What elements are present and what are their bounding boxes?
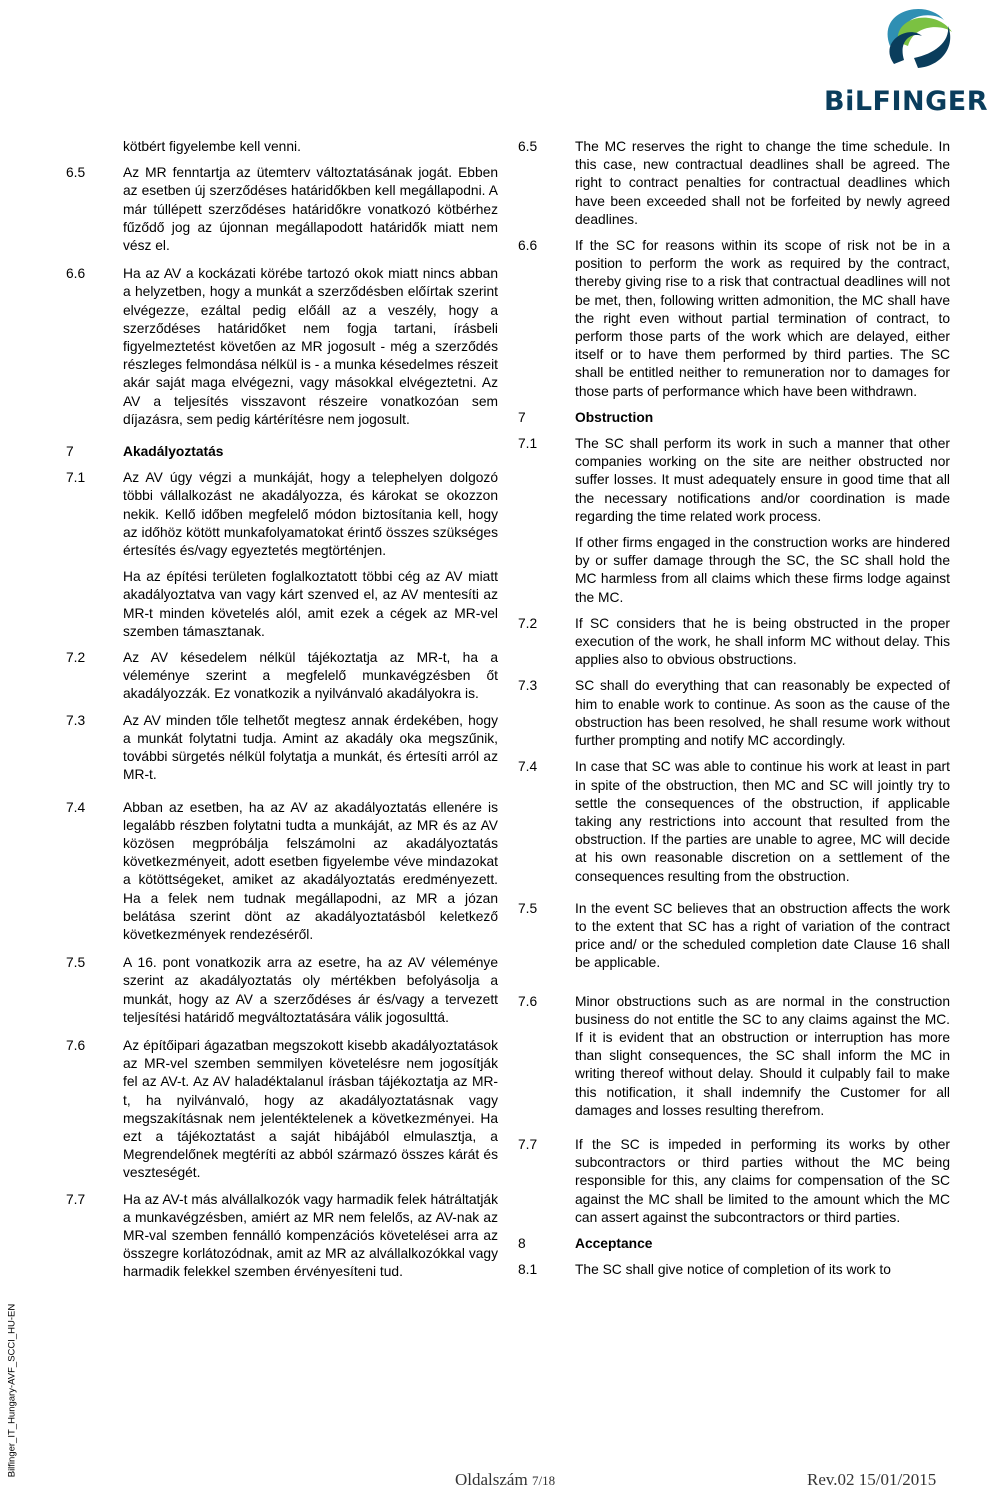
page-label: Oldalszám xyxy=(455,1470,528,1489)
en-paragraph xyxy=(518,1235,950,1253)
clause-number: 7.7 xyxy=(518,1136,538,1152)
clause-number xyxy=(66,568,123,641)
en-paragraph xyxy=(518,1136,950,1227)
clause-number: 7.2 xyxy=(518,615,538,631)
clause-text: If the SC is impeded in performing its works by other subcontractors or third parties without the MC being responsible for this, any claims for compensation of the SC against the MC shall be limited to the amount which the MC can assert against the subcontractors or third parties. xyxy=(575,1136,950,1225)
en-paragraph xyxy=(518,993,950,1120)
en-paragraph xyxy=(518,1261,950,1279)
revision-label: Rev.02 15/01/2015 xyxy=(807,1470,937,1489)
clause-number xyxy=(518,534,575,607)
clause-number: 7 xyxy=(518,409,526,425)
hu-paragraph xyxy=(66,443,498,461)
clause-number: 7.6 xyxy=(66,1037,86,1053)
clause-number xyxy=(66,138,123,156)
clause-text: If SC considers that he is being obstructed in the proper execution of the work, he shall inform MC without delay. This applies also to obvious obstructions. xyxy=(575,615,950,668)
clause-number: 6.6 xyxy=(518,238,538,254)
clause-text: Az MR fenntartja az ütemterv változtatásának jogát. Ebben az esetben új szerződéses határidőkben kell megállapodni. A már túllépett szerződéses határidőkre vonatkozó kötbérhez fűződő jog az újonnan megállapodott határidők miatt nem vész el. xyxy=(123,165,498,254)
clause-number: 7.1 xyxy=(66,470,86,486)
clause-number: 7 xyxy=(66,444,74,460)
clause-text: The SC shall give notice of completion of its work to xyxy=(575,1262,891,1278)
clause-text: Ha az AV-t más alvállalkozók vagy harmadik felek hátráltatják a munkavégzésben, amiért az MR nem felelős, az AV-nak az MR-val szemben fennálló kompenzációs követelései arra az összegre korlátozódnak, amit az MR az alvállalkozókkal vagy harmadik felekkel szemben érvényesíteni tud. xyxy=(123,1191,498,1280)
clause-text: kötbért figyelembe kell venni. xyxy=(123,139,301,154)
clause-number: 7.2 xyxy=(66,650,86,666)
clause-text: Az AV késedelem nélkül tájékoztatja az MR-t, ha a véleménye szerint a megfelelő munkavégzésben őt akadályozzák. Ez vonatkozik a nyilvánvaló akadályokra is. xyxy=(123,650,498,702)
clause-number: 7.7 xyxy=(66,1191,86,1207)
hu-paragraph xyxy=(66,265,498,429)
hu-paragraph xyxy=(66,649,498,704)
clause-text: Az építőipari ágazatban megszokott kisebb akadályoztatások az MR-vel szemben semmilyen követelésre nem jogosítják fel az AV-t. Az AV haladéktalanul írásban tájékoztatja az MR-t, ha nyilvánvaló, hogy az akadályoztatásnak vagy megszakításnak nem jelentéktelenek a következményei. Ha ezt a tájékoztatást a saját hibájából elmulasztja, a Megrendelőnek megtéríti az abból származó összes kárát és veszteségét. xyxy=(123,1037,498,1181)
hu-paragraph xyxy=(66,1037,498,1183)
en-paragraph xyxy=(518,758,950,885)
english-column xyxy=(518,138,950,1287)
clause-number: 7.5 xyxy=(518,900,538,916)
clause-number: 7.3 xyxy=(66,712,86,728)
logo-wordmark: BiLFINGER xyxy=(824,86,988,117)
en-paragraph xyxy=(518,677,950,750)
hu-paragraph xyxy=(66,954,498,1027)
section-heading: Akadályoztatás xyxy=(123,444,224,460)
en-paragraph xyxy=(518,138,950,229)
en-paragraph xyxy=(518,435,950,526)
hungarian-column xyxy=(66,138,498,1290)
clause-text: In case that SC was able to continue his work at least in part in spite of the obstruction, then MC and SC will jointly try to settle the consequences of the obstruction, if applicable taking any restrictions into account that resulted from the obstruction. If the parties are unable to agree, MC will decide at his own reasonable discretion on a settlement of the consequences resulting from the obstruction. xyxy=(575,759,950,884)
hu-paragraph xyxy=(66,568,498,641)
document-code: Bilfinger_IT_Hungary-AVF_SCCI_HU-EN xyxy=(6,1303,18,1478)
clause-number: 6.6 xyxy=(66,266,86,282)
clause-text: Az AV úgy végzi a munkáját, hogy a telephelyen dolgozó többi vállalkozást ne akadályozza, és károkat se okozzon nekik. Kellő időben megfelelő módon biztosítania kell, hogy az időhöz kötött munkafolyamatokat érintő összes szükséges értesítés és/vagy egyeztetés megtörténjen. xyxy=(123,470,498,559)
clause-number: 7.4 xyxy=(66,799,86,815)
clause-number: 7.3 xyxy=(518,678,538,694)
clause-number: 8.1 xyxy=(518,1262,538,1278)
hu-paragraph xyxy=(66,712,498,785)
en-paragraph xyxy=(518,237,950,401)
clause-text: SC shall do everything that can reasonably be expected of him to enable work to continue. As soon as the cause of the obstruction has been resolved, he shall resume work without further prompting and notify MC accordingly. xyxy=(575,678,950,749)
hu-paragraph xyxy=(66,799,498,945)
clause-text: Ha az építési területen foglalkoztatott többi cég az AV miatt akadályoztatva van vagy kárt szenved el, az AV mentesíti az MR-t minden követelés alól, amit ezek a cégek az MR-vel szemben támasztanak. xyxy=(123,569,498,639)
clause-number: 7.5 xyxy=(66,955,86,971)
clause-text: Az AV minden tőle telhetőt megtesz annak érdekében, hogy a munkát folytatni tudja. Amint az akadály oka megszűnik, további sürgetés nélkül folytatja a munkát, és értesíti arról az MR-t. xyxy=(123,712,498,783)
section-heading: Obstruction xyxy=(575,409,654,425)
clause-number: 7.1 xyxy=(518,436,538,452)
clause-number: 6.5 xyxy=(518,139,538,154)
clause-text: In the event SC believes that an obstruction affects the work to the extent that SC has a right of variation of the contract price and/ or the scheduled completion date Clause 16 shall be applicable. xyxy=(575,900,950,971)
en-paragraph xyxy=(518,615,950,670)
clause-number: 7.6 xyxy=(518,993,538,1009)
section-heading: Acceptance xyxy=(575,1235,653,1251)
clause-text: Minor obstructions such as are normal in the construction business do not entitle the SC to any claims against the MC. If it is evident that an obstruction or interruption has more than slight consequences, the SC shall inform the MC in writing thereof without delay. Should it culpably fail to make this notification, it shall indemnify the Customer for all damages and losses resulting therefrom. xyxy=(575,993,950,1118)
clause-text: The SC shall perform its work in such a manner that other companies working on the site are neither obstructed nor suffer losses. It must adequately ensure in good time that all the necessary notifications and/or coordination is made regarding the time related work process. xyxy=(575,436,950,524)
clause-number: 8 xyxy=(518,1235,526,1251)
clause-number: 6.5 xyxy=(66,165,86,181)
en-paragraph xyxy=(518,409,950,427)
en-paragraph xyxy=(518,534,950,607)
hu-paragraph xyxy=(66,164,498,255)
page-number-value: 7/18 xyxy=(531,1473,556,1488)
clause-text: Ha az AV a kockázati körébe tartozó okok miatt nincs abban a helyzetben, hogy a munkát a szerződésben előírtak szerint elvégezze, ezáltal pedig előáll az a veszély, hogy a szerződéses határidőket nem fogja tartani, írásbeli figyelmeztetést követően az MR jogosult - még a szerződés részleges felmondása nélkül is - a munka késedelmes részeit akár saját maga elvégezni, vagy másokkal elvégeztetni. Az AV a teljesítés visszavont részeire vonatkozóan sem díjazásra, sem pedig kártérítésre nem jogosult. xyxy=(123,266,498,427)
clause-text: The MC reserves the right to change the time schedule. In this case, new contractual deadlines shall be agreed. The right to contract penalties for contractual deadlines which have been exceeded shall not be forfeited by newly agreed deadlines. xyxy=(575,139,950,227)
clause-text: If other firms engaged in the construction works are hindered by or suffer damage through the SC, the SC shall hold the MC harmless from all claims which these firms lodge against the MC. xyxy=(575,535,950,605)
clause-number: 7.4 xyxy=(518,759,538,775)
clause-text: Abban az esetben, ha az AV az akadályoztatás ellenére is legalább részben folytatni tudta a munkáját, az MR és az AV közösen megpróbálja felszámolni az akadályoztatás következményeit, adott esetben figyelembe véve mindazokat a kötöttségeket, amiket az akadályoztatás eredményezett. Ha a felek nem tudnak megállapodni, az MR a józan belátása szerint dönt az akadályoztatásból keletkező következmények rendezéséről. xyxy=(123,799,498,942)
en-paragraph xyxy=(518,900,950,973)
clause-text: If the SC for reasons within its scope of risk not be in a position to perform the work as required by the contract, thereby giving rise to a risk that contractual deadlines will not be met, then, following written admonition, the MC shall have the right even without partial termination of contract, to perform those parts of the work which are delayed, either itself or to have them performed by third parties. The SC shall be entitled neither to remuneration nor to damages for those parts of performance which have been withdrawn. xyxy=(575,238,950,399)
page-number xyxy=(455,1470,555,1490)
clause-text: A 16. pont vonatkozik arra az esetre, ha az AV véleménye szerint az akadályoztatás oly mértékben befolyásolja a munkát, hogy az AV a szerződéses ár és/vagy a tervezett teljesítési határidő megváltoztatására válik jogosulttá. xyxy=(123,955,498,1025)
hu-paragraph xyxy=(66,138,498,156)
hu-paragraph xyxy=(66,1191,498,1282)
hu-paragraph xyxy=(66,469,498,560)
